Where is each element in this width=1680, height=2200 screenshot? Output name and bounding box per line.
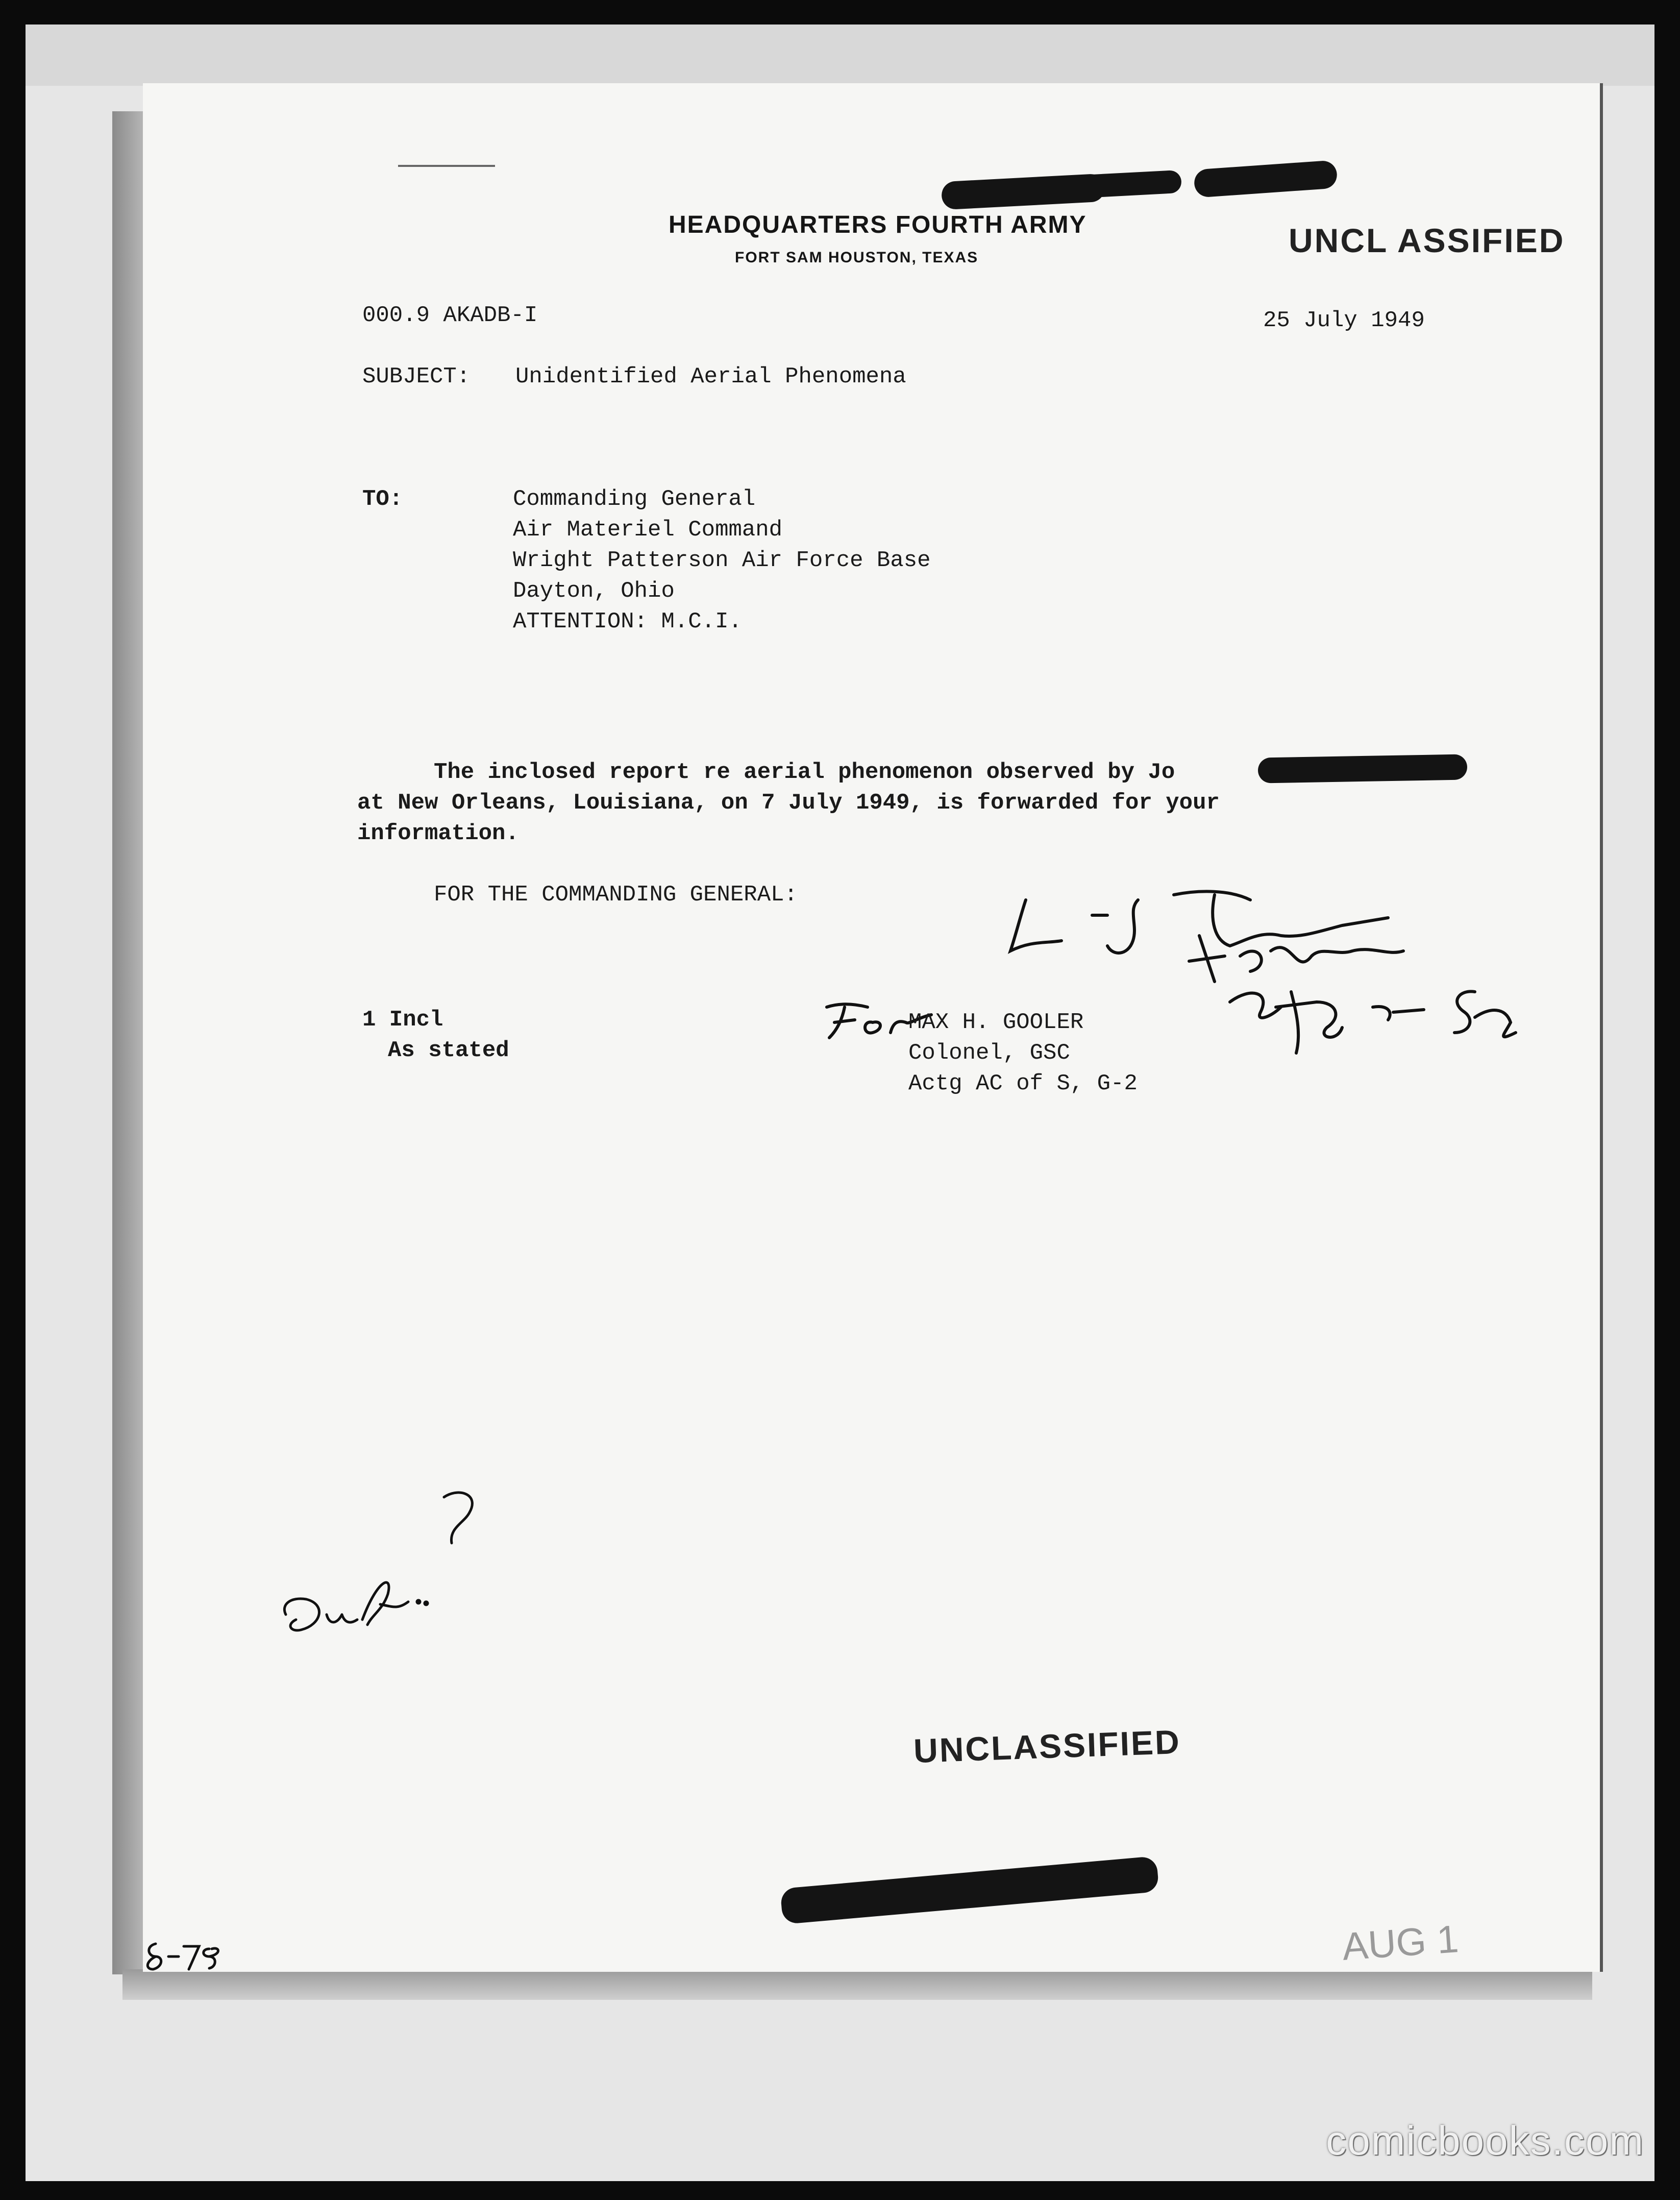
letterhead-location: FORT SAM HOUSTON, TEXAS	[735, 249, 979, 266]
scan-mark	[398, 165, 495, 167]
address-attention: ATTENTION: M.C.I.	[513, 609, 742, 634]
handwritten-corner-note	[140, 1934, 227, 1979]
body-line: information.	[357, 821, 519, 846]
scan-top-band	[26, 25, 1654, 86]
subject-text: Unidentified Aerial Phenomena	[515, 364, 906, 389]
enclosure-count: 1 Incl	[362, 1007, 443, 1033]
address-line: Air Materiel Command	[513, 517, 783, 543]
redaction-observer-name	[1258, 754, 1468, 783]
redaction-bottom	[780, 1856, 1159, 1924]
watermark: comicbooks.com	[1326, 2118, 1644, 2163]
to-label: TO:	[362, 486, 403, 512]
address-line: Dayton, Ohio	[513, 578, 675, 604]
address-line: Wright Patterson Air Force Base	[513, 548, 931, 573]
letterhead-title: HEADQUARTERS FOURTH ARMY	[669, 211, 1087, 238]
redaction-top-middle	[1079, 170, 1182, 198]
letter-date: 25 July 1949	[1263, 308, 1425, 333]
classification-stamp-top: UNCL ASSIFIED	[1289, 222, 1565, 259]
signer-name: MAX H. GOOLER	[908, 1010, 1084, 1035]
enclosure-description: As stated	[388, 1038, 509, 1063]
received-date-stamp: AUG 1	[1341, 1917, 1460, 1969]
file-number: 000.9 AKADB-I	[362, 303, 538, 328]
subject-label: SUBJECT:	[362, 364, 471, 389]
page-shadow-left	[112, 111, 143, 1974]
closing-line: FOR THE COMMANDING GENERAL:	[434, 882, 798, 908]
address-line: Commanding General	[513, 486, 756, 512]
scan-background	[26, 25, 1654, 2181]
body-line: at New Orleans, Louisiana, on 7 July 1949, is forwarded for your	[357, 790, 1220, 816]
signer-title: Actg AC of S, G-2	[908, 1071, 1138, 1096]
body-line: The inclosed report re aerial phenomenon observed by Jo	[434, 760, 1175, 785]
document-page	[143, 83, 1603, 1972]
page-shadow-bottom	[122, 1969, 1592, 2000]
handwritten-margin-note	[276, 1487, 505, 1640]
redaction-top-right	[1193, 160, 1338, 198]
classification-stamp-bottom: UNCLASSIFIED	[912, 1722, 1181, 1770]
signer-rank: Colonel, GSC	[908, 1040, 1070, 1066]
